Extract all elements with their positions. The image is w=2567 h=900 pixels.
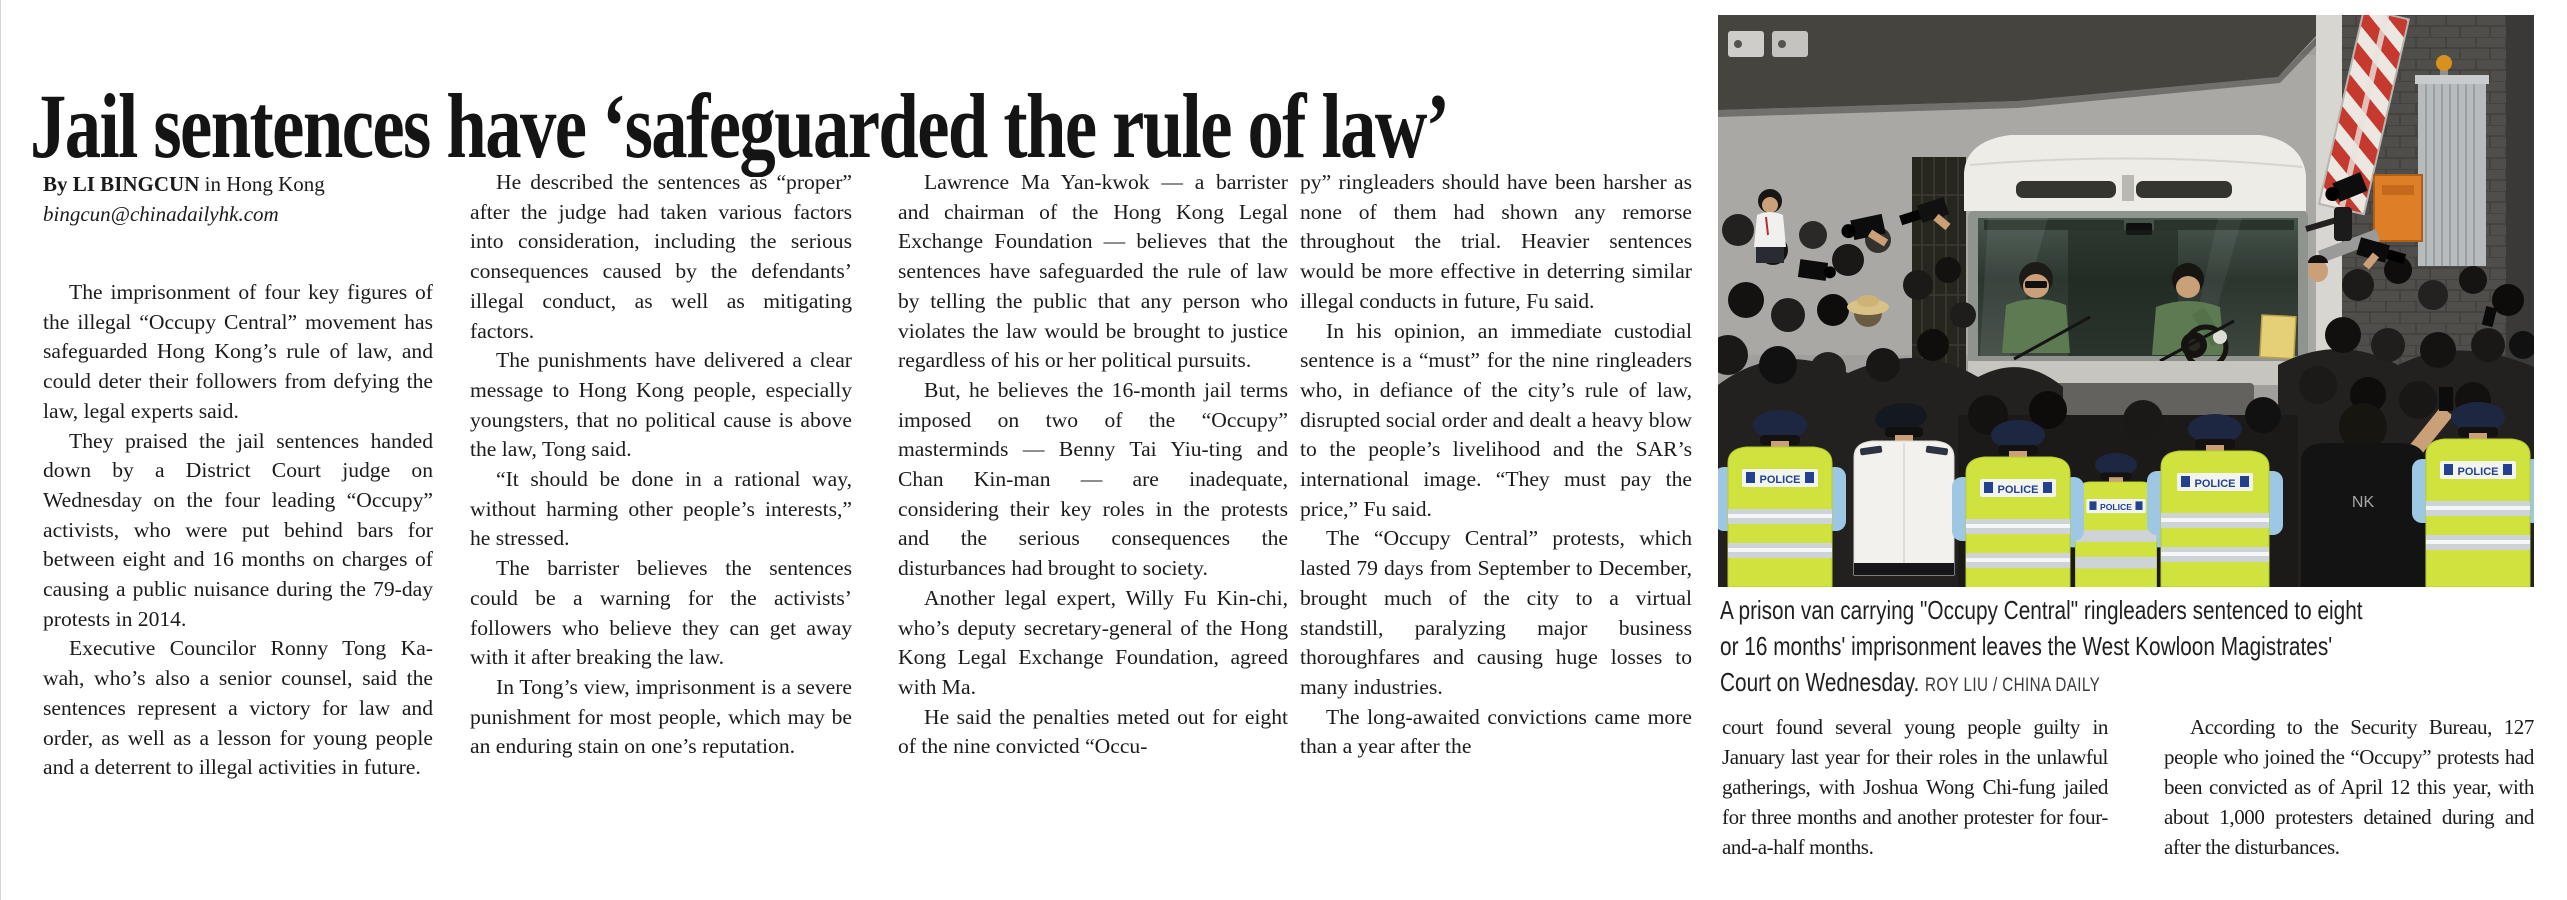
- paragraph: court found several young people guilty in January last year for their roles in the unlawful gatherings, with Joshua Wong Chi-fung jailed for three months and another protester for four-and-a-half months.: [1722, 715, 2108, 859]
- paragraph: In Tong’s view, imprisonment is a severe punishment for most people, which may be an enduring stain on one’s reputation.: [470, 674, 852, 759]
- tshirt-graphic: NK: [2351, 494, 2375, 511]
- female-officer-white-shirt: [1754, 189, 1786, 263]
- paragraph: He described the sentences as “proper” after the judge had taken various factors into consideration, including the serious consequences caused by the defendants’ illegal conduct, as well as mitigating factors.: [470, 170, 852, 343]
- article-column-3: [898, 168, 1288, 898]
- paragraph: Another legal expert, Willy Fu Kin-chi, who’s deputy secretary-general of the Hong Kong Legal Exchange Foundation, agreed with Ma.: [898, 585, 1288, 699]
- vest-police-label: POLICE: [2100, 501, 2132, 512]
- paragraph: But, he believes the 16-month jail terms imposed on two of the “Occupy” masterminds — Benny Tai Yiu-ting and Chan Kin-man — are inadequate, considering their key roles in the protests and the serious consequences the disturbances had brought to society.: [898, 377, 1288, 581]
- barrier-machine: [2374, 175, 2422, 241]
- article-column-2: [470, 168, 852, 898]
- paragraph: He said the penalties meted out for eight of the nine convicted “Occu-: [898, 704, 1288, 759]
- paragraph: “It should be done in a rational way, without harming other people’s interests,” he stressed.: [470, 467, 852, 551]
- paragraph: Executive Councilor Ronny Tong Ka-wah, who’s also a senior counsel, said the sentences represent a victory for law and order, as well as a lesson for young people and a deterrent to illegal activities in future.: [43, 636, 433, 780]
- byline-author: By LI BINGCUN: [43, 172, 200, 196]
- paragraph: The imprisonment of four key figures of the illegal “Occupy Central” movement has safeguarded Hong Kong’s rule of law, and could deter their followers from defying the law, legal experts said.: [43, 280, 433, 423]
- vest-police-label: POLICE: [1759, 474, 1801, 486]
- vest-police-label: POLICE: [2457, 466, 2499, 478]
- byline: [43, 172, 325, 197]
- headline: Jail sentences have ‘safeguarded the rule of law’: [30, 74, 1449, 177]
- van-roof: [1964, 135, 2306, 211]
- article-column-5: [1722, 712, 2108, 898]
- paragraph: The “Occupy Central” protests, which lasted 79 days from September to December, brought much of the city to a virtual standstill, paralyzing major business thoroughfares and causing huge losses to many industries.: [1300, 526, 1692, 699]
- paragraph: The long-awaited convictions came more than a year after the: [1300, 704, 1692, 759]
- vest-police-label: POLICE: [2194, 478, 2236, 490]
- byline-location: in Hong Kong: [199, 172, 325, 196]
- paragraph: They praised the jail sentences handed down by a District Court judge on Wednesday on the four leading “Occupy” activists, who were put behind bars for between eight and 16 months on charges of causing a public nuisance during the 79-day protests in 2014.: [43, 428, 433, 631]
- paragraph: According to the Security Bureau, 127 people who joined the “Occupy” protests had been convicted as of April 12 this year, with about 1,000 protesters detained during and after the disturbances.: [2164, 715, 2534, 859]
- photo-illustration: [1718, 15, 2534, 587]
- article-column-1: [43, 278, 433, 896]
- paragraph: The barrister believes the sentences could be a warning for the activists’ followers who believe they can get away with it after breaking the law.: [470, 556, 852, 670]
- gate-shutter-panel: [2415, 55, 2489, 266]
- page-edge-rule: [0, 0, 1, 900]
- news-photo: [1718, 15, 2534, 587]
- phone: [2439, 387, 2453, 411]
- article-column-6: [2164, 712, 2534, 898]
- duty-belt: [1854, 563, 1954, 575]
- byline-email: bingcun@chinadailyhk.com: [43, 202, 279, 226]
- paragraph: The punishments have delivered a clear message to Hong Kong people, especially youngsters, that no political cause is above the law, Tong said.: [470, 348, 852, 462]
- vest-police-label: POLICE: [1997, 484, 2039, 496]
- paragraph: py” ringleaders should have been harsher as none of them had shown any remorse throughout the trial. Heavier sentences would be more effective in deterring similar illegal conducts in future, Fu said.: [1300, 170, 1692, 313]
- windshield-permit-note: [2260, 315, 2296, 359]
- paragraph: In his opinion, an immediate custodial sentence is a “must” for the nine ringleaders who, in defiance of the city’s rule of law, disrupted social order and dealt a heavy blow to the people’s livelihood and the SAR’s international image. “They must pay the price,” Fu said.: [1300, 318, 1692, 521]
- paragraph: Lawrence Ma Yan-kwok — a barrister and chairman of the Hong Kong Legal Exchange Foundation — believes that the sentences have safeguarded the rule of law by telling the public that any person who violates the law would be brought to justice regardless of his or her political pursuits.: [898, 170, 1288, 373]
- amber-beacon-light: [2436, 55, 2452, 71]
- photo-credit: ROY LIU / CHINA DAILY: [1925, 675, 2101, 696]
- caption-text: A prison van carrying "Occupy Central" ringleaders sentenced to eight or 16 months' imprisonment leaves the West Kowloon Magistrates' Court on Wednesday.: [1720, 595, 2363, 697]
- article-column-4: [1300, 168, 1692, 898]
- photo-caption: [1720, 592, 2368, 704]
- side-mirror: [2334, 207, 2352, 241]
- sunglasses: [2025, 281, 2047, 288]
